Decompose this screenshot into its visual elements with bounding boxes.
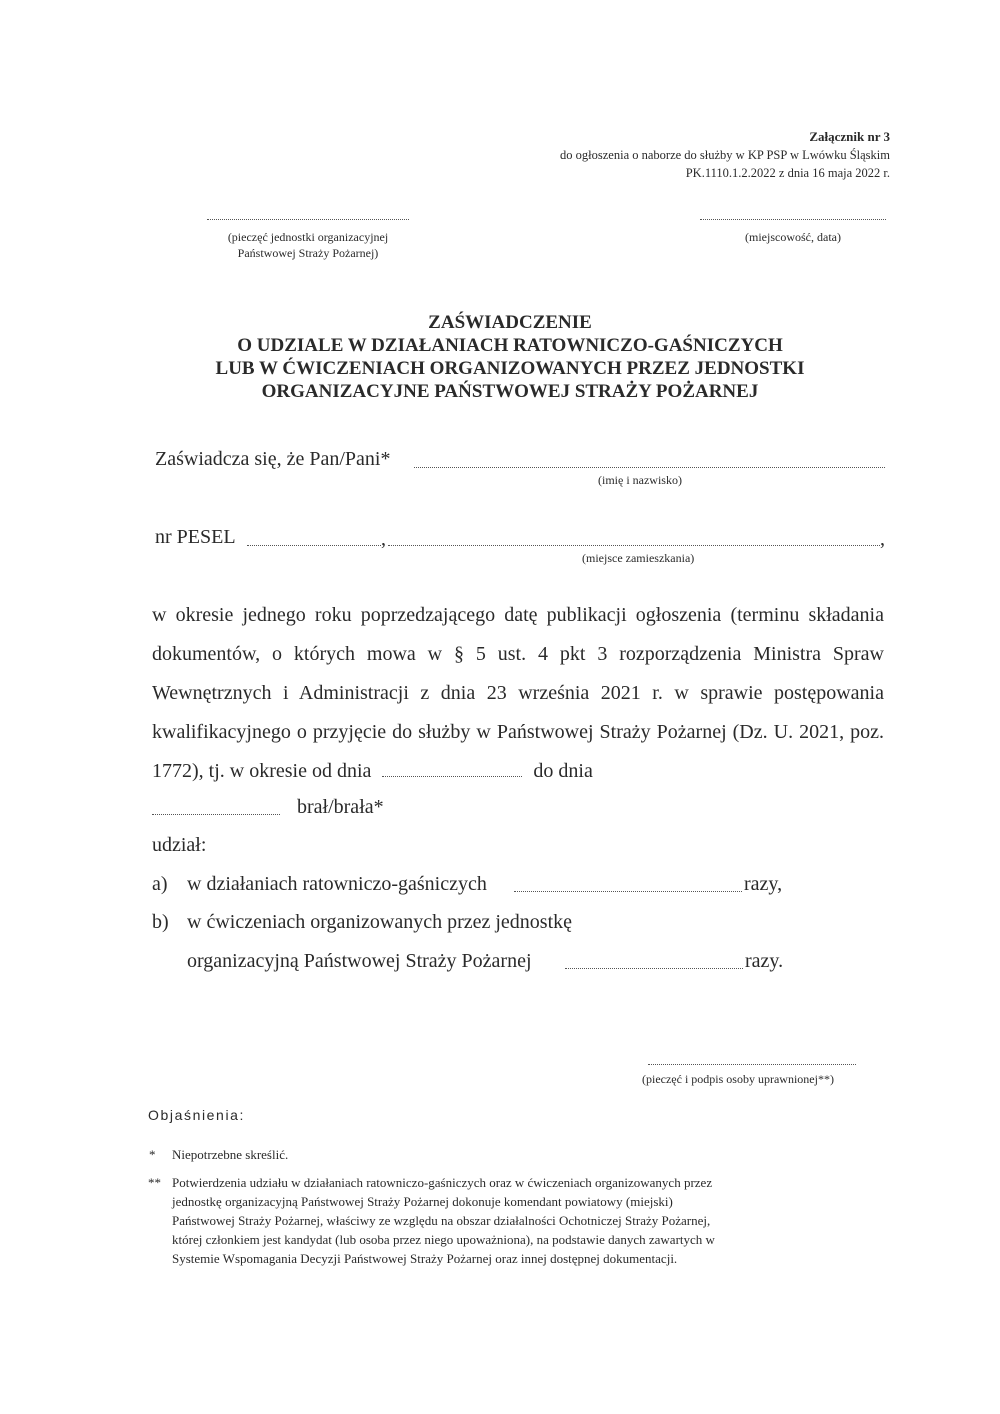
item-a-text: w działaniach ratowniczo-gaśniczych [187,873,487,895]
title-line4: ORGANIZACYJNE PAŃSTWOWEJ STRAŻY POŻARNEJ [261,381,759,402]
to-date-field[interactable] [152,814,280,815]
note2-marker: ** [148,1175,161,1190]
from-date-field[interactable] [382,762,522,777]
place-date-dotted-line[interactable] [700,219,886,220]
attachment-header [560,128,890,182]
took-part-text: brał/brała* [297,796,384,818]
body-paragraph-text: w okresie jednego roku poprzedzającego datę publikacji ogłoszenia (terminu składania dokumentów, o których mowa w § 5 ust. 4 pkt 3 rozporządzenia Ministra Spraw Wewnętrznych i Administracji z dnia 23 września 2021 r. w sprawie postępowania kwalifikacyjnego o przyjęcie do służby w Państwowej Straży Pożarnej (Dz. U. 2021, poz. 1772), tj. w okresie od dnia [152,604,884,782]
note2-line: Państwowej Straży Pożarnej, właściwy ze względu na obszar działalności Ochotniczej Straży Pożarnej, [172,1213,711,1228]
item-b-line2: organizacyjną Państwowej Straży Pożarnej [187,950,532,972]
document-title [0,311,1000,403]
stamp-dotted-line[interactable] [207,219,409,220]
note2-line: jednostkę organizacyjną Państwowej Straży Pożarnej dokonuje komendant powiatowy (miejski) [172,1194,673,1209]
item-b-marker: b) [152,911,169,933]
signature-label: (pieczęć i podpis osoby uprawnionej**) [642,1072,834,1086]
certify-text: Zaświadcza się, że Pan/Pani* [155,448,391,470]
stamp-label-line2: Państwowej Straży Pożarnej) [237,246,379,260]
pesel-comma: , [381,528,386,550]
item-a-marker: a) [152,873,168,895]
note2-line: której członkiem jest kandydat (lub osoba przez niego upoważniona), na podstawie danych zawartych w [172,1232,715,1247]
item-b-count-field[interactable] [565,968,743,969]
item-b-line1: w ćwiczeniach organizowanych przez jednostkę [187,911,573,933]
residence-field[interactable] [388,545,880,546]
stamp-label-line1: (pieczęć jednostki organizacyjnej [227,230,389,244]
residence-comma: , [880,528,885,550]
to-date-text: do dnia [533,760,593,782]
body-paragraph [152,596,884,791]
name-field[interactable] [414,467,885,468]
participation-label: udział: [152,834,207,856]
note1-marker: * [149,1147,156,1162]
stamp-label [207,229,409,261]
title-line2: O UDZIALE W DZIAŁANIACH RATOWNICZO-GAŚNICZYCH [237,335,783,356]
place-date-label: (miejscowość, data) [745,230,841,244]
residence-label: (miejsce zamieszkania) [582,551,695,565]
title-line1: ZAŚWIADCZENIE [428,312,592,333]
pesel-field[interactable] [247,545,381,546]
explanations-heading: Objaśnienia: [148,1107,246,1123]
item-b-suffix: razy. [745,950,784,972]
name-label: (imię i nazwisko) [598,473,682,487]
attachment-case-number: PK.1110.1.2.2022 z dnia 16 maja 2022 r. [685,166,890,180]
note1-text: Niepotrzebne skreślić. [172,1147,289,1162]
signature-dotted-line[interactable] [648,1064,856,1065]
note2-line: Systemie Wspomagania Decyzji Państwowej Straży Pożarnej oraz innej dostępnej dokumentacji. [172,1251,678,1266]
pesel-text: nr PESEL [155,526,236,548]
note2-line: Potwierdzenia udziału w działaniach ratowniczo-gaśniczych oraz w ćwiczeniach organizowanych przez [172,1175,713,1190]
note2-text [172,1173,817,1268]
item-a-suffix: razy, [744,873,783,895]
attachment-title: Załącznik nr 3 [809,129,890,144]
title-line3: LUB W ĆWICZENIACH ORGANIZOWANYCH PRZEZ JEDNOSTKI [215,358,805,379]
attachment-reference: do ogłoszenia o naborze do służby w KP PSP w Lwówku Śląskim [560,148,890,162]
item-a-count-field[interactable] [514,891,742,892]
